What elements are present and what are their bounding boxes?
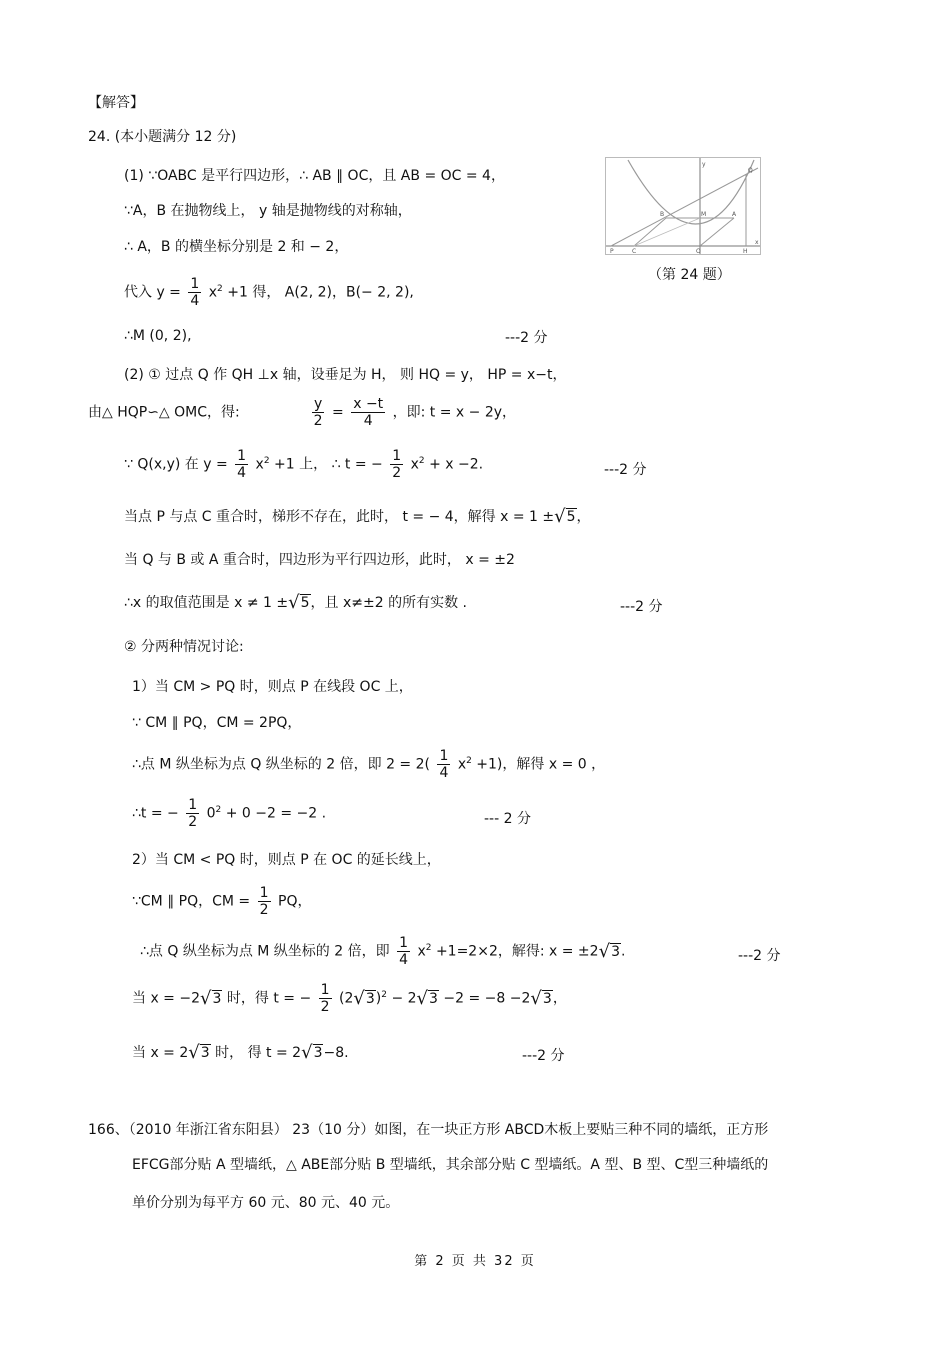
line-10: 当 Q 与 B 或 A 重合时，四边形为平行四边形，此时， x = ±2: [124, 552, 515, 568]
line-6: (2) ① 过点 Q 作 QH ⊥x 轴，设垂足为 H， 则 HQ = y， HP = x−t，: [124, 367, 567, 383]
label-p: P: [610, 248, 614, 254]
text-when-neg: 当 x = −2: [132, 990, 201, 1007]
label-c: C: [632, 248, 637, 254]
text-similar: 由△ HQP∽△ OMC，得:: [88, 404, 240, 421]
text-t-equation: ，即: t = x − 2y，: [392, 404, 517, 421]
sqrt-icon: √: [416, 987, 429, 1009]
line-7: [88, 396, 516, 429]
line-11: ∴x 的取值范围是 x ≠ 1 ±√5，且 x≠±2 的所有实数 .: [124, 592, 467, 613]
var-x: x: [410, 456, 419, 473]
line-13: 1）当 CM > PQ 时，则点 P 在线段 OC 上，: [132, 679, 413, 695]
score-mark-5: ---2 分: [738, 948, 781, 964]
text-pq: PQ，: [278, 893, 312, 910]
text-range: ∴x 的取值范围是 x ≠ 1 ±: [124, 595, 289, 611]
sqrt-icon: √: [301, 1042, 313, 1063]
exponent: 2: [425, 942, 432, 953]
problem-166-line-2: EFCG部分贴 A 型墙纸，△ ABE部分贴 B 型墙纸，其余部分贴 C 型墙纸。A 型、B 型、C型三种墙纸的: [132, 1157, 769, 1173]
var-x: x: [417, 943, 426, 960]
sqrt-icon: √: [353, 987, 365, 1009]
radicand: 3: [212, 990, 222, 1007]
text-result: +1 得， A(2, 2)，B(− 2, 2),: [227, 284, 414, 301]
fraction-x-minus-t-over-4: $\frac{x -t}{4}$: [353, 396, 384, 429]
text-t-expr-end: + x −2.: [429, 456, 484, 473]
line-18: [132, 885, 311, 918]
text-t-value: ∴t = −: [132, 805, 179, 822]
exponent: 2: [215, 804, 222, 815]
line-5: ∴M (0, 2),: [124, 328, 192, 344]
var-x: x: [255, 456, 264, 473]
score-mark-3: ---2 分: [620, 599, 663, 615]
segment-cb: [634, 218, 666, 246]
line-pq: [611, 168, 758, 246]
line-4: [124, 276, 414, 309]
score-mark-4: --- 2 分: [484, 811, 531, 827]
fraction-one-quarter: $\frac{1}{4}$: [237, 448, 247, 481]
line-9: 当点 P 与点 C 重合时，梯形不存在，此时， t = − 4，解得 x = 1 ±√5，: [124, 506, 591, 527]
exponent: 2: [263, 455, 270, 466]
text-t-expr: +1 上， ∴ t = −: [274, 456, 383, 473]
solution-heading: 【解答】: [88, 95, 144, 111]
question-24-title: 24. (本小题满分 12 分): [88, 129, 237, 145]
text-when-pos: 当 x = 2: [132, 1045, 189, 1061]
line-8: [124, 448, 483, 481]
fraction-one-half: $\frac{1}{2}$: [188, 797, 198, 830]
segment-cm: [634, 218, 700, 246]
text-m-twice-q: ∴点 M 纵坐标为点 Q 纵坐标的 2 倍，即 2 = 2(: [132, 756, 430, 773]
radicand: 3: [313, 1045, 323, 1061]
label-y: y: [702, 161, 706, 168]
text-t-result: + 0 −2 = −2 .: [225, 805, 327, 822]
sqrt-icon: √: [288, 592, 300, 613]
radicand: 5: [300, 595, 310, 611]
exponent: 2: [418, 455, 425, 466]
text-solve: +1=2×2，解得: x = ±2: [435, 943, 599, 960]
text-substitute: 代入 y =: [124, 284, 181, 301]
radicand: 5: [566, 509, 576, 525]
line-16: [132, 797, 326, 830]
line-17: 2）当 CM < PQ 时，则点 P 在 OC 的延长线上，: [132, 852, 441, 868]
text-solve-x0: +1)，解得 x = 0 ，: [476, 756, 606, 773]
sqrt-icon: √: [188, 1042, 200, 1063]
line-12: ② 分两种情况讨论:: [124, 639, 244, 655]
sqrt-icon: √: [530, 987, 542, 1009]
text-p-c-coincide: 当点 P 与点 C 重合时，梯形不存在，此时， t = − 4，解得 x = 1 ±: [124, 509, 555, 525]
exponent: 2: [466, 755, 472, 766]
fraction-one-half: $\frac{1}{2}$: [320, 982, 330, 1015]
sqrt-icon: √: [200, 987, 212, 1009]
line-19: ∴点 Q 纵坐标为点 M 纵坐标的 2 倍，即 $\frac{1}{4}$ $x^2 +1=2\times 2$，解得: x = ±2√3.: [140, 935, 626, 968]
text-cm-parallel: ∵CM ∥ PQ，CM =: [132, 893, 251, 910]
text-q-on-curve: ∵ Q(x,y) 在 y =: [124, 456, 228, 473]
label-q: Q: [748, 167, 753, 174]
line-1: (1) ∵OABC 是平行四边形，∴ AB ∥ OC，且 AB = OC = 4，: [124, 168, 505, 184]
text-get-t: 时，得 t = −: [226, 990, 312, 1007]
exponent: 2: [381, 989, 387, 1000]
radicand: 3: [611, 943, 620, 960]
parabola-diagram: [606, 158, 760, 254]
fraction-one-quarter: $\frac{1}{4}$: [190, 276, 200, 309]
fraction-one-half: $\frac{1}{2}$: [259, 885, 269, 918]
text-get-t2: 时， 得 t = 2: [215, 1045, 302, 1061]
fraction-one-quarter: $\frac{1}{4}$: [399, 935, 408, 968]
label-m: M: [701, 211, 707, 218]
problem-166-line-3: 单价分别为每平方 60 元、80 元、40 元。: [132, 1195, 400, 1211]
text-equals: =: [332, 404, 344, 421]
label-a: A: [732, 211, 737, 218]
text-q-twice-m: ∴点 Q 纵坐标为点 M 纵坐标的 2 倍，即: [140, 943, 390, 960]
score-mark-2: ---2 分: [604, 462, 647, 478]
figure-caption: （第 24 题）: [648, 267, 731, 283]
score-mark-1: ---2 分: [505, 330, 548, 346]
score-mark-6: ---2 分: [522, 1048, 565, 1064]
label-h: H: [743, 248, 748, 254]
page-footer: 第 2 页 共 32 页: [414, 1254, 536, 1269]
radicand: 3: [365, 990, 375, 1007]
fraction-one-half: $\frac{1}{2}$: [392, 448, 402, 481]
line-21: 当 x = 2√3 时， 得 t = 2√3−8.: [132, 1042, 349, 1063]
line-3: ∴ A，B 的横坐标分别是 2 和 − 2，: [124, 239, 349, 255]
line-2: ∵A，B 在抛物线上， y 轴是抛物线的对称轴，: [124, 203, 412, 219]
radicand: 3: [429, 990, 438, 1007]
sqrt-icon: √: [554, 506, 566, 527]
label-x: x: [755, 239, 759, 246]
problem-166-line-1: 166、（2010 年浙江省东阳县） 23（10 分）如图，在一块正方形 ABCD木板上要贴三种不同的墙纸，正方形: [88, 1122, 769, 1138]
var-zero: 0: [206, 805, 216, 822]
radicand: 3: [200, 1045, 210, 1061]
line-20: 当 x = −2√3 时，得 t = − $\frac{1}{2}$ $(2√3)^2 - 2√3 -2 = -8 -2√3$，: [132, 982, 567, 1015]
parabola-figure: [605, 157, 761, 255]
sqrt-icon: √: [598, 940, 611, 962]
label-o: O: [696, 248, 701, 254]
var-x: x: [208, 284, 218, 301]
var-x: x: [457, 756, 467, 773]
exponent: 2: [217, 283, 223, 294]
line-14: ∵ CM ∥ PQ，CM = 2PQ，: [132, 715, 302, 731]
fraction-y-over-2: $\frac{y}{2}$: [313, 396, 323, 429]
radicand: 3: [542, 990, 552, 1007]
fraction-one-quarter: $\frac{1}{4}$: [439, 748, 449, 781]
line-15: [132, 748, 605, 781]
label-b: B: [660, 211, 665, 218]
